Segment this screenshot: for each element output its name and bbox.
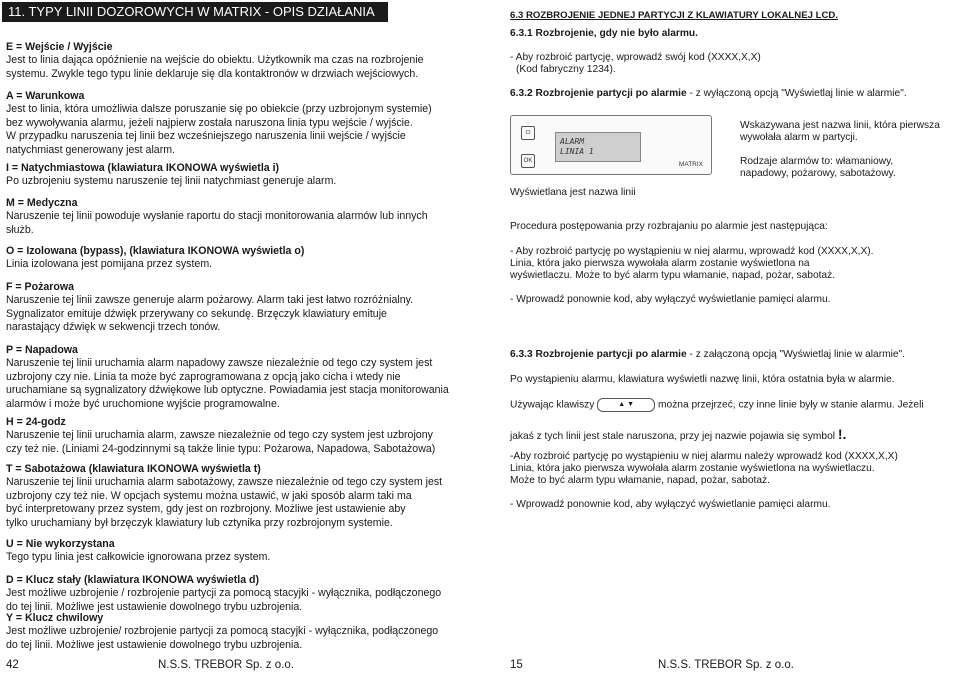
definition-line: W przypadku naruszenia tej linii bez wcześniejszego naruszenia linii wejście / wyjście: [6, 130, 406, 143]
definition-block: [6, 281, 413, 335]
text-6-3-3-line6: Może to być alarm typu włamanie, napad, pożar, sabotaż.: [510, 475, 770, 486]
definition-line: Naruszenie tej linii zawsze generuje alarm pożarowy. Alarm taki jest łatwo rozróżnialny.: [6, 294, 414, 307]
definition-line: Jest to linia dająca opóźnienie na wejście do obiektu. Użytkownik ma czas na rozbrojenie: [6, 54, 424, 67]
definition-line: Linia izolowana jest pomijana przez system.: [6, 258, 213, 271]
text-6-3-1-line2: (Kod fabryczny 1234).: [516, 64, 616, 75]
subsection-6-3-1-heading: 6.3.1 Rozbrojenie, gdy nie było alarmu.: [510, 28, 698, 39]
definition-heading: F = Pożarowa: [6, 281, 74, 293]
definition-block: [6, 538, 270, 565]
definition-block: [6, 574, 441, 614]
definition-line: służb.: [6, 223, 34, 236]
text-6-3-2-line2: Linia, która jako pierwsza wywołała alarm zostanie wyświetlona na: [510, 258, 810, 269]
definition-heading: D = Klucz stały (klawiatura IKONOWA wyświetla d): [6, 574, 260, 586]
subsection-6-3-2-heading: [510, 88, 907, 99]
procedure-intro: Procedura postępowania przy rozbrajaniu po alarmie jest następująca:: [510, 221, 828, 232]
lcd-line-1: ALARM: [560, 137, 585, 146]
definition-line: tylko uruchamiany był brzęczyk klawiatury lub cztynika przy rozbrojonym systemie.: [6, 516, 393, 529]
definition-heading: M = Medyczna: [6, 197, 78, 209]
definition-heading: O = Izolowana (bypass), (klawiatura IKONOWA wyświetla o): [6, 245, 305, 257]
text-6-3-3-line1: Po wystąpieniu alarmu, klawiatura wyświetli nazwę linii, która ostatnia była w alarmie.: [510, 374, 895, 385]
definition-block: [6, 245, 304, 272]
arrow-keys-icon: ▲ ▼: [597, 398, 655, 412]
subsection-6-3-2-title: 6.3.2 Rozbrojenie partycji po alarmie: [510, 88, 687, 99]
page-title: 11. TYPY LINII DOZOROWYCH W MATRIX - OPIS DZIAŁANIA: [2, 2, 388, 22]
definition-line: systemu. Zwykle tego typu linie deklaruje się dla kontaktronów w drzwiach wejściowych.: [6, 67, 419, 80]
text-6-3-3-line2-start: Używając klawiszy: [510, 399, 595, 411]
definition-line: czy też nie. (Liniami 24-godzinnymi są także linie typu: Pożarowa, Napadowa, Sabotażowa): [6, 442, 436, 455]
ok-button-icon: OK: [521, 154, 535, 168]
definition-block: [6, 463, 442, 530]
subsection-6-3-3-title: 6.3.3 Rozbrojenie partycji po alarmie: [510, 349, 687, 360]
definition-line: być interpretowany przez system, gdy jest on rozbrojony. Możliwe jest ustawienie aby: [6, 503, 406, 516]
text-6-3-3-line4: -Aby rozbroić partycję po wystąpieniu w niej alarmu należy wprowadź kod (XXXX,X,X): [510, 451, 898, 462]
text-6-3-3-line7: - Wprowadź ponownie kod, aby wyłączyć wyświetlanie pamięci alarmu.: [510, 499, 831, 510]
side-note-1-line2: wywołała alarm w partycji.: [740, 132, 858, 143]
text-6-3-3-line2-end: można przejrzeć, czy inne linie były w stanie alarmu. Jeżeli: [658, 399, 924, 411]
side-note-2-line1: Rodzaje alarmów to: włamaniowy,: [740, 156, 894, 167]
text-6-3-3-line3-text: jakaś z tych linii jest stale naruszona, przy jej nazwie pojawia się symbol: [510, 431, 836, 442]
definition-line: bez wywoływania alarmu, jeżeli najpierw została naruszona linia typu wejście / wyjście.: [6, 116, 413, 129]
violation-symbol: !.: [837, 426, 847, 442]
lcd-display: [555, 132, 641, 162]
definition-block: [6, 344, 449, 411]
definition-line: Naruszenie tej linii powoduje wysłanie raportu do stacji monitorowania alarmów lub innych: [6, 210, 428, 223]
definition-block: [6, 416, 435, 456]
page-number-left: 42: [6, 659, 19, 671]
definition-line: uruchamiane są sygnalizatory dźwiękowe lub optyczne. Powiadamia jest stacja monitorowania: [6, 384, 449, 397]
subsection-6-3-2-option: - z wyłączoną opcją "Wyświetlaj linie w alarmie".: [686, 88, 907, 99]
company-left: N.S.S. TREBOR Sp. z o.o.: [158, 659, 294, 671]
definition-block: [6, 41, 424, 81]
definition-line: do tej linii. Możliwe jest ustawienie dowolnego trybu uzbrojenia.: [6, 638, 303, 651]
definition-line: narastający dźwięk w sekwencji trzech tonów.: [6, 321, 221, 334]
definition-line: Po uzbrojeniu systemu naruszenie tej linii natychmiast generuje alarm.: [6, 175, 337, 188]
side-note-2-line2: napadowy, pożarowy, sabotażowy.: [740, 168, 896, 179]
text-6-3-1-line1: - Aby rozbroić partycję, wprowadź swój kod (XXXX,X,X): [510, 52, 761, 63]
definition-heading: Y = Klucz chwilowy: [6, 612, 104, 624]
right-page: [480, 0, 960, 678]
definition-line: do tej linii. Możliwe jest ustawienie dowolnego trybu uzbrojenia.: [6, 600, 303, 613]
definition-block: [6, 612, 438, 652]
definition-line: Tego typu linia jest całkowicie ignorowana przez system.: [6, 551, 271, 564]
power-button-icon: ⏻: [521, 126, 535, 140]
text-6-3-2-line4: - Wprowadź ponownie kod, aby wyłączyć wyświetlanie pamięci alarmu.: [510, 294, 831, 305]
text-6-3-3-line3: [510, 426, 846, 442]
definition-heading: I = Natychmiastowa (klawiatura IKONOWA wyświetla i): [6, 162, 280, 174]
definition-line: natychmiast generowany jest alarm.: [6, 143, 175, 156]
device-brand-label: MATRIX: [678, 161, 703, 168]
text-6-3-2-line1: - Aby rozbroić partycję po wystąpieniu w niej alarmu, wprowadź kod (XXXX,X,X).: [510, 246, 874, 257]
definition-block: [6, 197, 428, 237]
text-6-3-3-line2: [510, 398, 924, 412]
definition-line: uzbrojony czy nie. Linia ta może być zaprogramowana z opcją jako cicha i wtedy nie: [6, 370, 401, 383]
definition-line: alarmów i może być uruchomione wyjście programowalne.: [6, 397, 280, 410]
lcd-caption: Wyświetlana jest nazwa linii: [510, 187, 636, 198]
definition-heading: A = Warunkowa: [6, 90, 85, 102]
definition-line: Jest możliwe uzbrojenie / rozbrojenie partycji za pomocą stacyjki - wyłącznika, podłączonego: [6, 587, 442, 600]
definition-line: Naruszenie tej linii uruchamia alarm napadowy zawsze niezależnie od tego czy system jest: [6, 357, 433, 370]
definition-line: uzbrojony czy też nie. W opcjach systemu można ustawić, w jaki sposób alarm taki ma: [6, 489, 412, 502]
definition-heading: T = Sabotażowa (klawiatura IKONOWA wyświetla t): [6, 463, 261, 475]
definition-heading: E = Wejście / Wyjście: [6, 41, 113, 53]
section-6-3-heading: 6.3 ROZBROJENIE JEDNEJ PARTYCJI Z KLAWIATURY LOKALNEJ LCD.: [510, 10, 839, 21]
definition-heading: U = Nie wykorzystana: [6, 538, 115, 550]
definition-line: Naruszenie tej linii uruchamia alarm, zawsze niezależnie od tego czy system jest uzbrojony: [6, 429, 433, 442]
side-note-1-line1: Wskazywana jest nazwa linii, która pierwsza: [740, 120, 940, 131]
definition-block: [6, 90, 432, 157]
definition-line: Jest to linia, która umożliwia dalsze poruszanie się po obiekcie (przy uzbrojonym systemie): [6, 103, 432, 116]
definition-heading: H = 24-godz: [6, 416, 66, 428]
subsection-6-3-3-heading: [510, 349, 905, 360]
text-6-3-3-line5: Linia, która jako pierwsza wywołała alarm zostanie wyświetlona na wyświetlaczu.: [510, 463, 875, 474]
subsection-6-3-3-option: - z załączoną opcją "Wyświetlaj linie w alarmie".: [686, 349, 905, 360]
company-right: N.S.S. TREBOR Sp. z o.o.: [658, 659, 794, 671]
definition-line: Jest możliwe uzbrojenie/ rozbrojenie partycji za pomocą stacyjki - wyłącznika, podłączonego: [6, 625, 439, 638]
lcd-line-2: LINIA 1: [560, 147, 594, 156]
page-number-right: 15: [510, 659, 523, 671]
text-6-3-2-line3: wyświetlaczu. Może to być alarm typu włamanie, napad, pożar, sabotaż.: [510, 270, 836, 281]
keypad-lcd-illustration: [510, 115, 712, 175]
definition-heading: P = Napadowa: [6, 344, 78, 356]
definition-block: [6, 162, 336, 189]
definition-line: Sygnalizator emituje dźwięk przerywany co sekundę. Brzęczyk klawiatury emituje: [6, 307, 387, 320]
definition-line: Naruszenie tej linii uruchamia alarm sabotażowy, zawsze niezależnie od tego czy system jest: [6, 476, 443, 489]
